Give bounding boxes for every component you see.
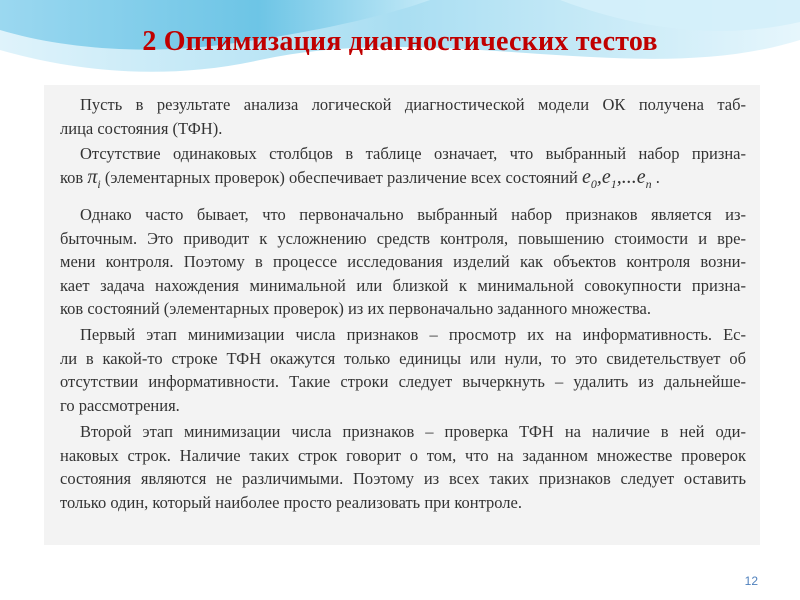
paragraph-line: Однако часто бывает, что первоначально выбранный набор признаков является из- [80,205,746,224]
paragraph-line: наковых строк. Наличие таких строк говорит о том, что на заданном множестве проверок [60,445,746,465]
paragraph-3 [60,203,746,321]
paragraph-line: только один, который наиболее просто реализовать при контроле. [60,492,522,512]
paragraph-text: (элементарных проверок) обеспечивает различение всех состояний [104,167,578,187]
paragraph-line: Первый этап минимизации числа признаков – просмотр их на информативность. Ес- [80,325,746,344]
paragraph-line: ли в какой-то строке ТФН окажутся только единицы или нули, то это свидетельствует об [60,348,746,368]
page-title: 2 Оптимизация диагностических тестов [142,26,658,57]
paragraph-line: го рассмотрения. [60,395,180,415]
paragraph-4 [60,323,746,417]
paragraph-line: Второй этап минимизации числа признаков – проверка ТФН на наличие в ней оди- [80,422,746,441]
paragraph-line: Пусть в результате анализа логической диагностической модели ОК получена таб- [80,95,746,114]
paragraph-line: лица состояния (ТФН). [60,118,223,138]
page-number: 12 [744,574,758,588]
paragraph-line: мени контроля. Поэтому в процессе исследования изделий как объектов контроля возни- [60,252,746,272]
paragraph-line: состояния являются не различимыми. Поэтому из всех таких признаков следует оставить [60,469,746,489]
paragraph-text: . [655,167,660,187]
paragraph-line: Отсутствие одинаковых столбцов в таблице означает, что выбранный набор призна- [80,144,746,163]
content-panel [44,85,760,545]
paragraph-5 [60,420,746,514]
paragraph-1 [60,93,746,140]
paragraph-line: ков состояний (элементарных проверок) из их первоначально заданного множества. [60,299,651,319]
paragraph-line: быточным. Это приводит к усложнению средств контроля, повышению стоимости и вре- [60,228,746,248]
formula-pi-i: $\pi_i$ [87,165,101,191]
paragraph-2 [60,142,746,196]
formula-states: $e_0,e_1,...e_n$ [582,165,652,191]
paragraph-text: ков [60,167,84,187]
paragraph-line: кает задача нахождения минимальной или близкой к минимальной совокупности призна- [60,275,746,295]
paragraph-line: отсутствии информативности. Такие строки следует вычеркнуть – удалить из дальнейше- [60,372,746,392]
paragraph-line-with-formula [60,166,746,197]
